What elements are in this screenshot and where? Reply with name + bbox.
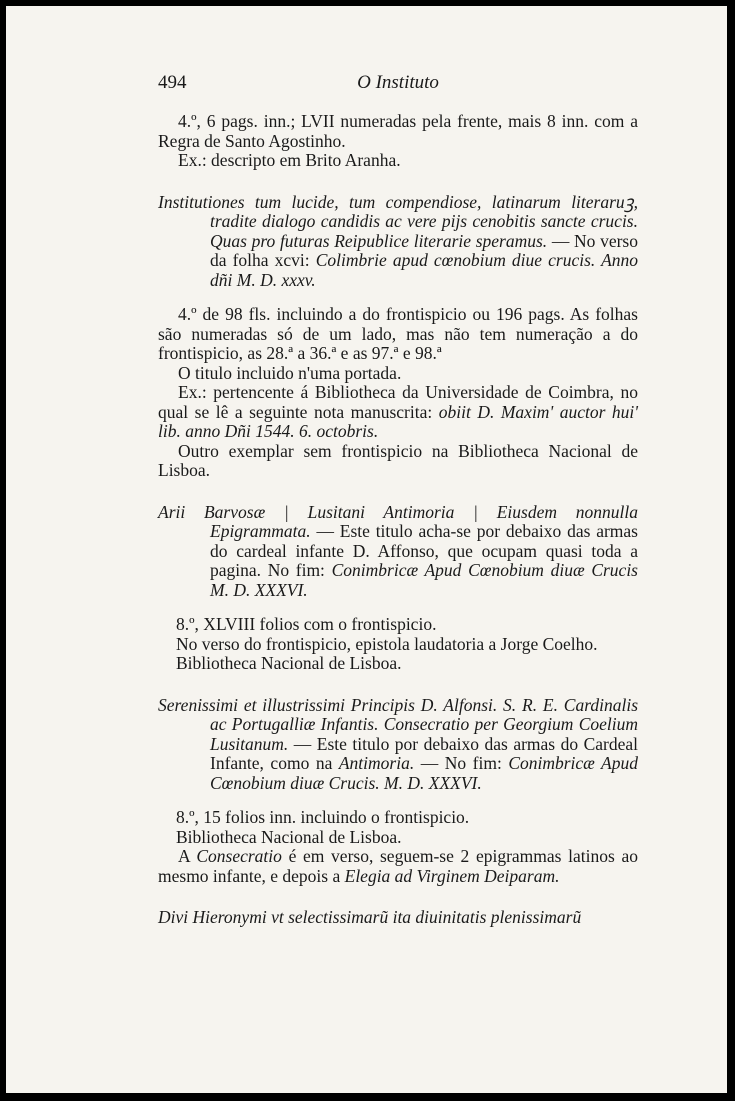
entry3-content-a: A	[178, 846, 197, 866]
page	[6, 6, 727, 1093]
entry1-collation: 4.º de 98 fls. incluindo a do frontispicio ou 196 pags. As folhas são numeradas só de um lado, mas não tem numeração a do frontispicio, as 28.ª a 36.ª e as 97.ª e 98.ª	[158, 304, 638, 363]
entry3-note-a: — Este titulo por debaixo das armas do Cardeal Infante, como na	[210, 733, 638, 773]
entry4-title: Divi Hieronymi vt selectissimarũ ita diuinitatis plenissimarũ	[158, 907, 582, 927]
entry1-colophon: Colimbrie apud cœnobium diue crucis. Anno dñi M. D. xxxv.	[210, 250, 639, 290]
entry2-library: Bibliotheca Nacional de Lisboa.	[176, 653, 402, 673]
entry1-manuscript-note: obiit D. Maxim' auctor hui' lib. anno Dñi 1544. 6. octobris.	[158, 401, 638, 441]
entry0-collation: 4.º, 6 pags. inn.; LVII numeradas pela frente, mais 8 inn. com a Regra de Santo Agostinho.	[158, 111, 638, 151]
entry3-note-c: — No fim:	[414, 753, 509, 773]
entry2-colophon: Conimbricæ Apud Cœnobium diuæ Crucis M. D. XXXVI.	[210, 560, 638, 600]
entry3-title-text: Serenissimi et illustrissimi Principis D. Alfonsi. S. R. E. Cardinalis ac Portugalliæ Infantis. Consecratio per Georgium Coelium Lusitanum.	[158, 694, 638, 754]
entry2-note: — Este titulo acha-se por debaixo das armas do cardeal infante D. Affonso, que ocupam quasi toda a pagina. No fim:	[210, 521, 638, 580]
entry3-title	[158, 696, 638, 794]
entry3-content-c: é em verso, seguem-se 2 epigrammas latinos ao mesmo infante, e depois a	[158, 846, 638, 886]
entry3-content-d: Elegia ad Virginem Deiparam.	[344, 865, 560, 886]
entry3-note-b: Antimoria.	[338, 753, 415, 773]
entry1-copy-note	[158, 383, 638, 442]
entry3-colophon: Conimbricæ Apud Cœnobium diuæ Crucis. M. D. XXXVI.	[210, 753, 638, 793]
entry3-content-b: Consecratio	[196, 846, 282, 866]
entry2-collation: 8.º, XLVIII folios com o frontispicio.	[176, 614, 437, 634]
page-header	[158, 72, 638, 96]
entry3-library: Bibliotheca Nacional de Lisboa.	[176, 826, 402, 847]
page-body	[158, 112, 638, 928]
entry1-note: — No verso da folha xcvi:	[210, 230, 638, 270]
entry3-content-note	[158, 847, 638, 886]
entry1-portada-note: O titulo incluido n'uma portada.	[178, 362, 402, 383]
entry2-title	[158, 503, 638, 601]
entry2-title-text: Arii Barvosæ | Lusitani Antimoria | Eiusdem nonnulla Epigrammata.	[158, 501, 638, 541]
entry0-copy-note: Ex.: descripto em Brito Aranha.	[178, 150, 401, 170]
entry2-verso-note: No verso do frontispicio, epistola laudatoria a Jorge Coelho.	[176, 633, 598, 654]
page-number: 494	[158, 72, 187, 93]
running-title: O Instituto	[357, 72, 439, 93]
entry3-collation: 8.º, 15 folios inn. incluindo o frontispicio.	[176, 807, 470, 827]
entry1-copy-text: Ex.: pertencente á Bibliotheca da Universidade de Coimbra, no qual se lê a seguinte nota manuscrita:	[158, 382, 638, 422]
entry1-title	[158, 193, 638, 291]
entry1-other-copy: Outro exemplar sem frontispicio na Bibliotheca Nacional de Lisboa.	[158, 440, 638, 480]
entry1-title-text: Institutiones tum lucide, tum compendiose, latinarum literaruꝫ, tradite dialogo candidis ac vere pijs cenobitis sancte crucis. Quas pro futuras Reipublice literarie speramus.	[158, 191, 638, 251]
